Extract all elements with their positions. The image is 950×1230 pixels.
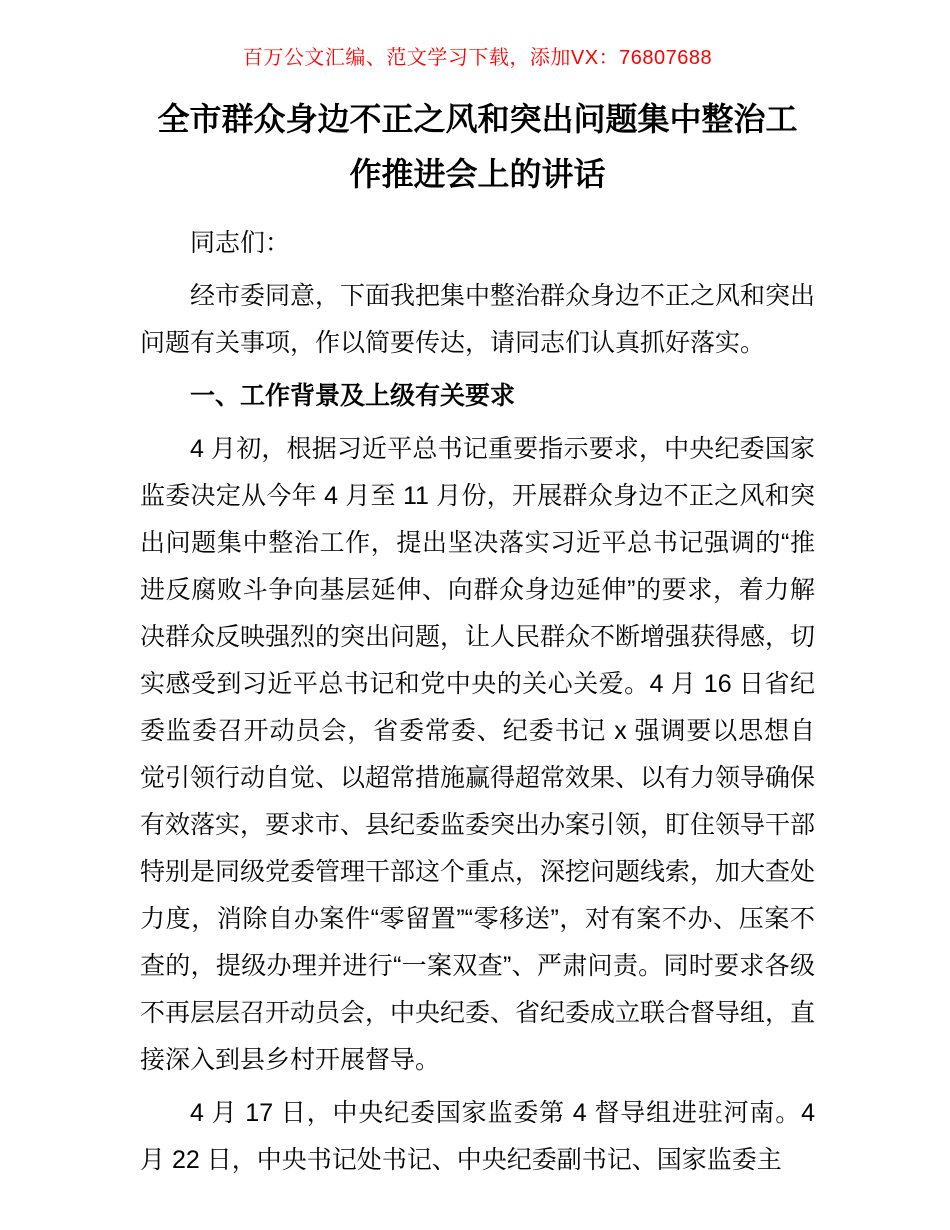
paragraph: 4 月初，根据习近平总书记重要指示要求，中央纪委国家监委决定从今年 4 月至 11 月份，开展群众身边不正之风和突出问题集中整治工作，提出坚决落实习近平总书记强调的“推进反腐败斗争向基层延伸、向群众身边延伸”的要求，着力解决群众反映强烈的突出问题，让人民群众不断增强获得感，切实感受到习近平总书记和党中央的关心关爱。4 月 16 日省纪委监委召开动员会，省委常委、纪委书记 x 强调要以思想自觉引领行动自觉、以超常措施赢得超常效果、以有力领导确保有效落实，要求市、县纪委监委突出办案引领，盯住领导干部特别是同级党委管理干部这个重点，深挖问题线索，加大查处力度，消除自办案件“零留置”“零移送”，对有案不办、压案不查的，提级办理并进行“一案双查”、严肃问责。同时要求各级不再层层召开动员会，中央纪委、省纪委成立联合督导组，直接深入到县乡村开展督导。 [140,435,816,1074]
watermark-notice: 百万公文汇编、范文学习下载，添加VX：76807688 [242,47,713,69]
document-title: 全市群众身边不正之风和突出问题集中整治工作推进会上的讲话 [157,101,798,192]
paragraph: 4 月 17 日，中央纪委国家监委第 4 督导组进驻河南。4 月 22 日，中央书记处书记、中央纪委副书记、国家监委主 [140,1099,815,1174]
paragraph: 经市委同意，下面我把集中整治群众身边不正之风和突出问题有关事项，作以简要传达，请同志们认真抓好落实。 [140,282,816,357]
document-body [140,220,815,1184]
section-heading: 一、工作背景及上级有关要求 [190,382,516,410]
paragraph: 同志们： [190,229,291,257]
